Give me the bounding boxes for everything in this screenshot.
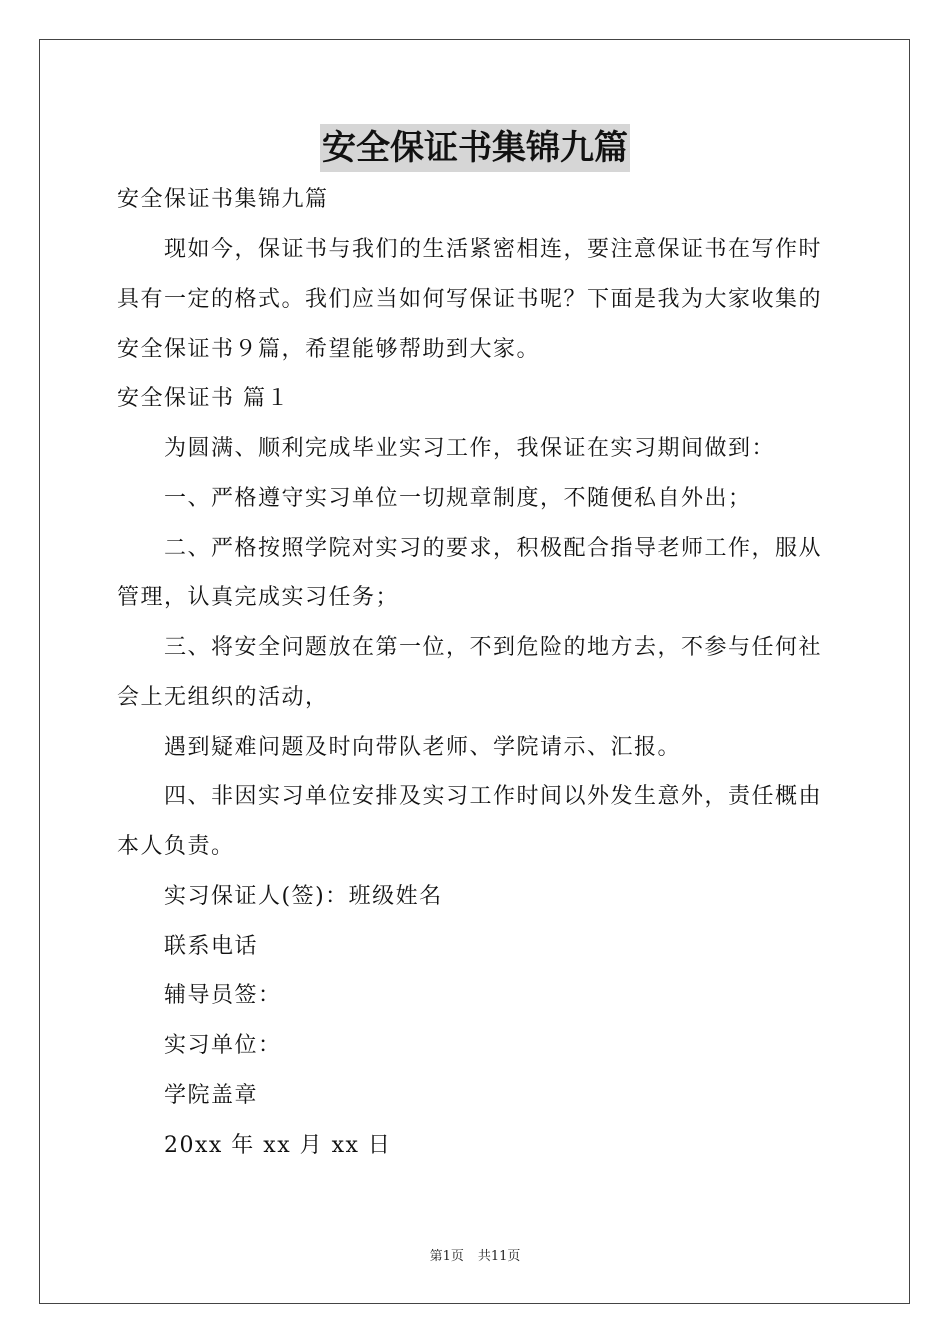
signature-line: 联系电话 <box>164 934 259 959</box>
page-footer <box>0 1248 950 1266</box>
paragraph-line: 本人负责。 <box>117 834 235 859</box>
paragraph-line: 会上无组织的活动， <box>117 685 329 710</box>
subtitle-line: 安全保证书集锦九篇 <box>117 187 329 212</box>
paragraph-line: 一、严格遵守实习单位一切规章制度，不随便私自外出； <box>164 486 752 511</box>
intro-line-2: 具有一定的格式。我们应当如何写保证书呢？下面是我为大家收集的 <box>117 287 823 312</box>
page-border <box>39 39 910 1304</box>
paragraph-line: 管理，认真完成实习任务； <box>117 585 400 610</box>
paragraph-line: 遇到疑难问题及时向带队老师、学院请示、汇报。 <box>164 735 682 760</box>
signature-line: 实习单位： <box>164 1033 282 1058</box>
intro-line-3: 安全保证书９篇，希望能够帮助到大家。 <box>117 337 541 362</box>
page-number: 第1页 <box>429 1249 464 1264</box>
signature-line: 实习保证人(签)：班级姓名 <box>164 884 443 909</box>
date-line: 20xx 年 xx 月 xx 日 <box>164 1133 392 1158</box>
signature-line: 辅导员签： <box>164 983 282 1008</box>
paragraph-line: 三、将安全问题放在第一位，不到危险的地方去，不参与任何社 <box>164 635 823 660</box>
document-title: 安全保证书集锦九篇 <box>320 124 630 172</box>
intro-line-1: 现如今，保证书与我们的生活紧密相连，要注意保证书在写作时 <box>164 237 823 262</box>
section-heading: 安全保证书 篇１ <box>117 386 290 411</box>
paragraph-line: 二、严格按照学院对实习的要求，积极配合指导老师工作，服从 <box>164 536 823 561</box>
signature-line: 学院盖章 <box>164 1083 259 1108</box>
paragraph-line: 四、非因实习单位安排及实习工作时间以外发生意外，责任概由 <box>164 784 823 809</box>
title-wrap <box>0 124 950 172</box>
paragraph-line: 为圆满、顺利完成毕业实习工作，我保证在实习期间做到： <box>164 436 776 461</box>
page-total: 共11页 <box>477 1249 521 1264</box>
